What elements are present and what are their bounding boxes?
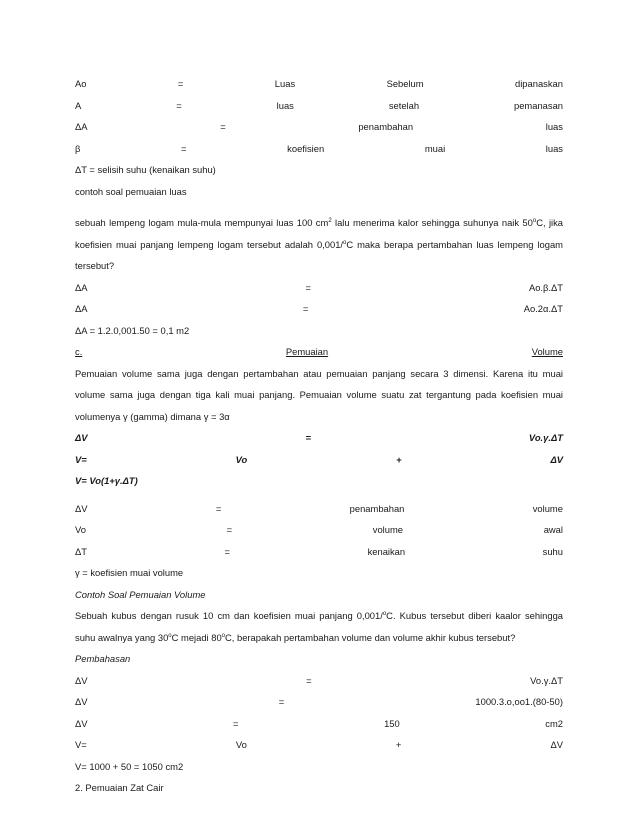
def-equals: = [181, 142, 187, 154]
def-row-delta-a [75, 116, 563, 138]
def-word: luas [545, 121, 563, 132]
def-row-a [75, 95, 563, 117]
def-row-beta [75, 138, 563, 160]
def-word: pemanasan [514, 99, 563, 111]
formula-row-volume-2: V= Vo + ΔV [75, 453, 563, 465]
def-word: muai [424, 142, 446, 154]
formula-row-area-1: ΔA = Ao.β.ΔT [75, 281, 563, 293]
solution-row-4: V= Vo + ΔV [75, 739, 563, 750]
volume-explanation: Pemuaian volume sama juga dengan pertambahan atau pemuaian panjang secara 3 dimensi. Karena itu muai volume sama juga dengan tiga kali muai panjang. Pemuaian volume suatu zat tergantung pada koefisien muai volumenya γ (gamma) dimana γ = 3α [75, 367, 563, 422]
def-word: Luas [274, 78, 296, 89]
formula-volume-final: V= Vo(1+γ.ΔT) [75, 475, 138, 486]
def-equals: = [220, 121, 226, 132]
example-volume-problem: Sebuah kubus dengan rusuk 10 cm dan koefisien muai panjang 0,001/$^o$C. Kubus tersebut diberi kaalor sehingga suhu awalnya yang 30$^o$C mejadi 80$^o$C, berapakah pertambahan volume dan volume akhir kubus tersebut? [75, 610, 563, 643]
def-equals: = [177, 78, 184, 89]
example-heading-volume: Contoh Soal Pemuaian Volume [75, 588, 206, 600]
volume-calculation: V= 1000 + 50 = 1050 cm2 [75, 760, 184, 772]
def-word: koefisien [287, 142, 325, 154]
def-symbol: Ao [75, 78, 87, 89]
def-row-vo: Vo = volume awal [75, 524, 563, 535]
formula-row-area-2: ΔA = Ao.2α.ΔT [75, 303, 563, 314]
section-heading-liquid: 2. Pemuaian Zat Cair [75, 782, 164, 793]
def-symbol: β [75, 142, 81, 154]
def-row-ao [75, 73, 563, 95]
formula-row-volume-1: ΔV = Vo.γ.ΔT [75, 432, 563, 443]
def-word: penambahan [358, 121, 414, 132]
example-area-problem: sebuah lempeng logam mula-mula mempunyai luas 100 $cm^2$ lalu menerima kalor sehingga suhunya naik 50$^o$C, jika koefisien muai panjang lempeng logam tersebut adalah 0,001/$^o$C maka berapa pertambahan luas lempeng logam tersebut? [75, 217, 564, 271]
section-heading-volume: c. Pemuaian Volume [75, 346, 563, 357]
solution-heading: Pembahasan [75, 653, 131, 664]
def-symbol: ΔA [75, 121, 88, 132]
solution-row-1: ΔV = Vo.γ.ΔT [75, 674, 563, 686]
solution-row-3: ΔV = 150 cm2 [75, 717, 563, 729]
def-word: dipanaskan [515, 78, 563, 89]
solution-row-2: ΔV = 1000.3.o,oo1.(80-50) [75, 696, 563, 707]
def-word: luas [545, 142, 563, 154]
area-calculation: ΔA = 1.2.0,001.50 = 0,1 m2 [75, 324, 190, 336]
def-symbol: A [75, 99, 82, 111]
def-word: setelah [388, 99, 420, 111]
def-equals: = [176, 99, 182, 111]
gamma-definition: γ = koefisien muai volume [75, 567, 184, 578]
document-page [75, 73, 563, 799]
def-row-delta-t: ΔT = kenaikan suhu [75, 545, 563, 557]
def-row-delta-v: ΔV = penambahan volume [75, 502, 563, 514]
def-word: luas [276, 99, 294, 111]
def-word: Sebelum [386, 78, 424, 89]
delta-t-definition: ΔT = selisih suhu (kenaikan suhu) [75, 164, 216, 175]
example-heading-area: contoh soal pemuaian luas [75, 185, 187, 197]
